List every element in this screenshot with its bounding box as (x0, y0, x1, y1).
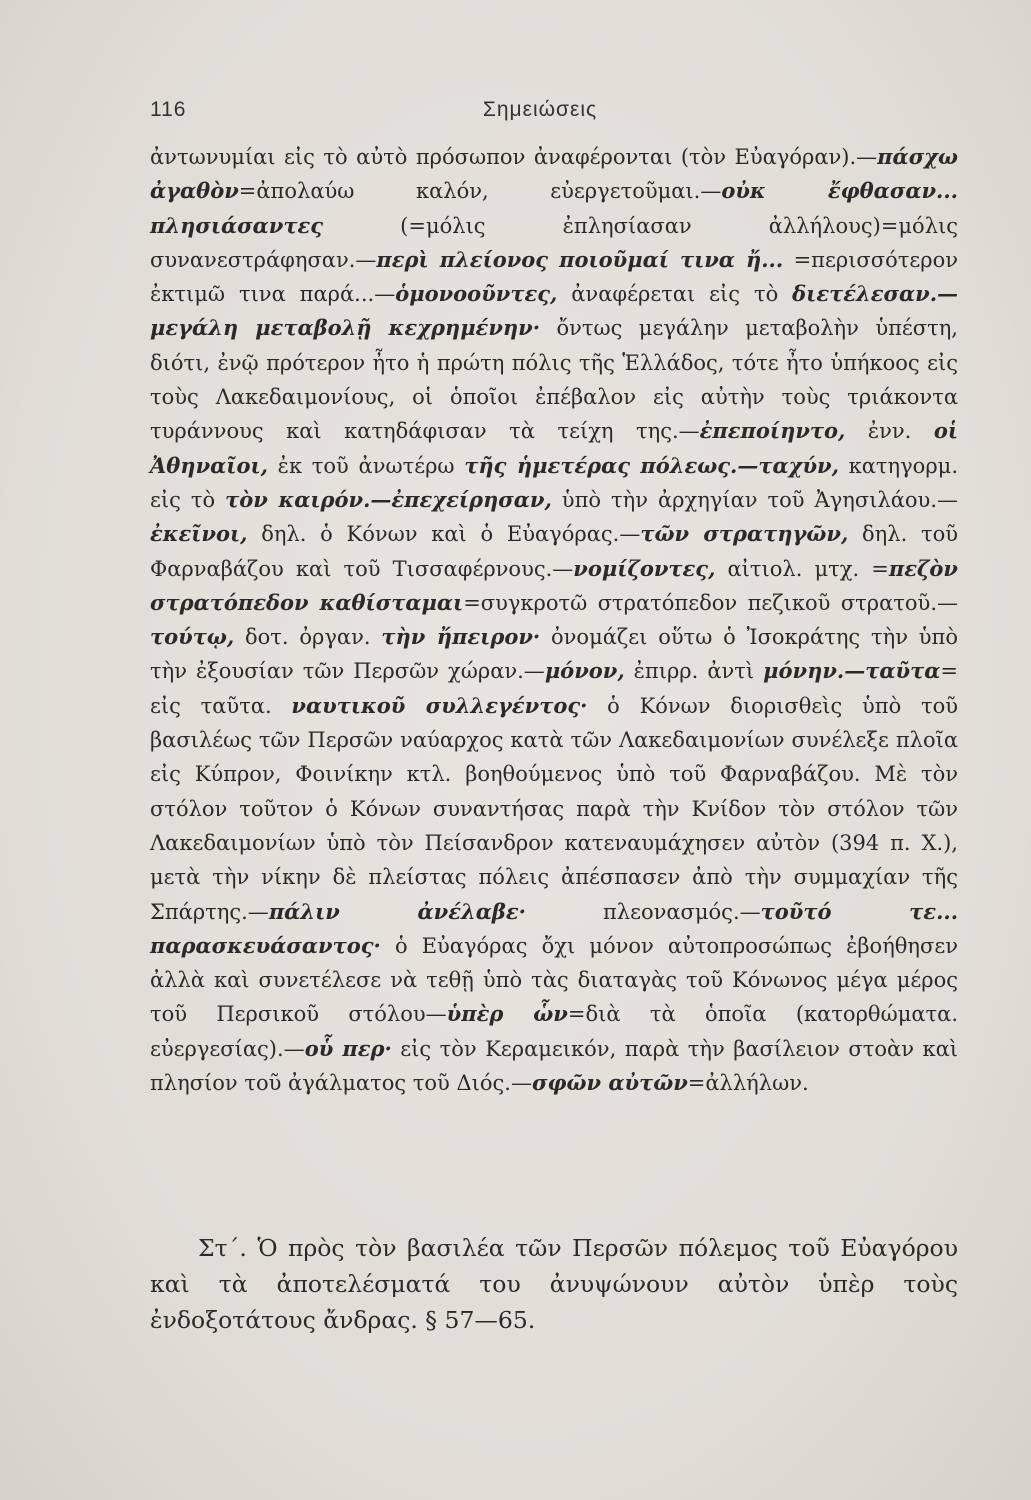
note-text: αἰτιολ. μτχ. = (715, 556, 889, 581)
note-text: ὁ Κόνων διορισθεὶς ὑπὸ τοῦ βασιλέως τῶν Περσῶν ναύαρχος κατὰ τῶν Λακεδαιμονίων συνέλεξε πλοῖα εἰς Κύπρον, Φοινίκην κτλ. βοηθούμενος ὑπὸ τοῦ Φαρναβάζου. Μὲ τὸν στόλον τοῦτον ὁ Κόνων συναντήσας παρὰ τὴν Κνίδον τὸν στόλον τῶν Λακεδαιμονίων ὑπὸ τὸν Πείσανδρον κατεναυμάχησεν αὐτὸν (394 π. Χ.), μετὰ τὴν νίκην δὲ πλείστας πόλεις ἀπέσπασεν ἀπὸ τὴν συμμαχίαν τῆς Σπάρτης.— (150, 693, 958, 924)
note-lemma: ὑπὲρ ὧν (446, 1001, 568, 1027)
note-lemma: τὴν ἤπειρον· (381, 624, 541, 650)
note-lemma: νομίζοντες, (573, 555, 716, 581)
note-lemma: πάσχω ἀγαθὸν (150, 144, 958, 204)
note-lemma: σφῶν αὐτῶν (531, 1070, 688, 1096)
note-text: ἐκ τοῦ ἀνωτέρω (267, 453, 465, 478)
note-lemma: πλησιάσαντες (150, 212, 324, 238)
note-text: ὄντως μεγάλην μεταβολὴν ὑπέστη, διότι, ἐνῷ πρότερον ἦτο ἡ πρώτη πόλις τῆς Ἑλλάδος, τότε ἦτο ὑπήκοος εἰς τοὺς Λακεδαιμονίους, οἱ ὁποῖοι ἐπέβαλον εἰς αὐτὴν τοὺς τριάκοντα τυράννους καὶ κατηδάφισαν τὰ τείχη της.— (150, 316, 958, 444)
note-lemma: πεζὸν στρατόπεδον καθίσταμαι (150, 555, 958, 615)
note-text: =ἀλλήλων. (687, 1071, 809, 1096)
note-lemma: ναυτικοῦ συλλεγέντος· (291, 692, 588, 718)
notes-paragraph (150, 140, 958, 1100)
note-text: =διὰ τὰ ὁποῖα (κατορθώματα. εὐεργεσίας).— (150, 1002, 958, 1061)
note-lemma: τοῦτό τε... (760, 898, 958, 924)
note-text: =συγκροτῶ στρατόπεδον πεζικοῦ στρατοῦ.— (463, 590, 958, 615)
note-text: δοτ. ὀργαν. (234, 625, 382, 650)
note-lemma: τὸν καιρόν.—ἐπεχείρησαν, (225, 486, 552, 512)
note-text: πλεονασμός.— (525, 899, 761, 924)
note-text: =περισσότερον ἐκτιμῶ τινα παρά...— (150, 247, 958, 307)
note-lemma: οὐκ ἔφθασαν... (721, 178, 958, 204)
note-text: ὁ Εὐαγόρας ὄχι μόνον αὐτοπροσώπως ἐβοήθησεν ἀλλὰ καὶ συνετέλεσε νὰ τεθῇ ὑπὸ τὰς διαταγὰς τοῦ Κόνωνος μέγα μέρος τοῦ Περσικοῦ στόλου— (150, 933, 958, 1027)
note-text: ὀνομάζει οὕτω ὁ Ἰσοκράτης τὴν ὑπὸ τὴν ἐξουσίαν τῶν Περσῶν χώραν.— (150, 625, 958, 684)
note-lemma: ὁμονοοῦντες, (395, 281, 558, 307)
note-text: δηλ. τοῦ Φαρναβάζου καὶ τοῦ Τισσαφέρνους.— (150, 522, 958, 581)
section-summary: Στ΄. Ὁ πρὸς τὸν βασιλέα τῶν Περσῶν πόλεμος τοῦ Εὐαγόρου καὶ τὰ ἀποτελέσματά του ἀνυψώνουν αὐτὸν ὑπὲρ τοὺς ἐνδοξοτάτους ἄνδρας. § 57—65. (150, 1234, 958, 1334)
note-lemma: ἐπεποίηντο, (699, 418, 846, 444)
note-text: κατηγορμ. εἰς τὸ (150, 453, 958, 512)
note-lemma: οὗ περ· (304, 1035, 392, 1061)
notes-block (150, 140, 958, 1100)
note-lemma: διετέλεσαν.—μεγάλη μεταβολῇ κεχρημένην· (150, 281, 959, 341)
running-title: Σημειώσεις (482, 98, 598, 121)
note-lemma: παρασκευάσαντος· (150, 932, 381, 958)
note-text: = εἰς ταῦτα. (150, 659, 958, 718)
page-header (150, 98, 930, 132)
note-text: εἰς τὸν Κεραμεικόν, παρὰ τὴν βασίλειον στοὰν καὶ πλησίον τοῦ ἀγάλματος τοῦ Διός.— (150, 1036, 958, 1096)
note-text: ἀντωνυμίαι εἰς τὸ αὐτὸ πρόσωπον ἀναφέρονται (τὸν Εὐαγόραν).— (150, 145, 878, 169)
note-text: ἐνν. (845, 419, 934, 444)
note-text: δηλ. ὁ Κόνων καὶ ὁ Εὐαγόρας.— (247, 522, 641, 547)
note-text: ἀναφέρεται εἰς τὸ (557, 282, 793, 307)
note-lemma: τῆς ἡμετέρας πόλεως.—ταχύν, (464, 452, 839, 478)
note-text: (=μόλις ἐπλησίασαν ἀλλήλους)=μόλις συνανεστράφησαν.— (150, 213, 958, 272)
note-lemma: μόνον, (544, 658, 625, 684)
note-lemma: τούτῳ, (150, 624, 235, 650)
note-lemma: τῶν στρατηγῶν, (640, 521, 849, 547)
note-lemma: ἐκεῖνοι, (150, 521, 248, 547)
page-number: 116 (150, 98, 187, 121)
note-lemma: περὶ πλείονος ποιοῦμαί τινα ἤ... (376, 246, 784, 272)
note-text: ἐπιρρ. ἀντὶ (624, 659, 764, 684)
note-text: =ἀπολαύω καλόν, εὐεργετοῦμαι.— (238, 179, 722, 204)
note-lemma: οἱ Ἀθηναῖοι, (150, 418, 959, 478)
note-text: ὑπὸ τὴν ἀρχηγίαν τοῦ Ἀγησιλάου.— (551, 487, 959, 512)
note-lemma: μόνην.—ταῦτα (763, 658, 941, 684)
note-lemma: πάλιν ἀνέλαβε· (268, 898, 526, 924)
